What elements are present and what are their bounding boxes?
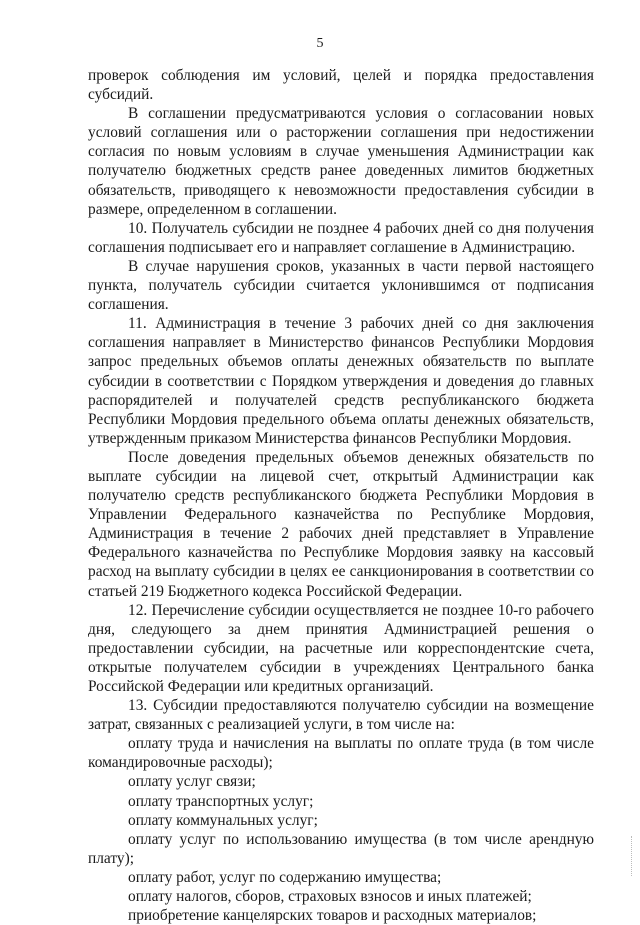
list-item-taxes: оплату налогов, сборов, страховых взносов и иных платежей;	[128, 888, 532, 906]
paragraph-continuation: проверок соблюдения им условий, целей и порядка предоставления субсидий.	[88, 67, 594, 104]
paragraph-agreement-conditions: В соглашении предусматриваются условия о согласовании новых условий соглашения или о расторжении соглашения при недостижении согласия по новым условиям в случае уменьшения Администрации как получателю бюджетных средств ранее доведенных лимитов бюджетных обязательств, приводящего к невозможности предоставления субсидии в размере, определенном в соглашении.	[88, 105, 594, 218]
list-item-labor-costs: оплату труда и начисления на выплаты по оплате труда (в том числе командировочные расходы);	[88, 735, 594, 772]
document-body	[88, 66, 594, 925]
paragraph-item-12: 12. Перечисление субсидии осуществляется не позднее 10-го рабочего дня, следующего за днем принятия Администрацией решения о предоставлении субсидии, на расчетные или корреспондентские счета, открытые получателем субсидии в учреждениях Центрального банка Российской Федерации или кредитных организаций.	[88, 601, 594, 695]
paragraph-item-11: 11. Администрация в течение 3 рабочих дней со дня заключения соглашения направляет в Министерство финансов Республики Мордовия запрос предельных объемов оплаты денежных обязательств по выплате субсидии в соответствии с Порядком утверждения и доведения до главных распорядителей и получателей средств республиканского бюджета Республики Мордовия предельного объема оплаты денежных обязательств, утвержденным приказом Министерства финансов Республики Мордовия.	[88, 315, 594, 447]
list-item-property-use: оплату услуг по использованию имущества (в том числе арендную плату);	[88, 830, 594, 867]
scan-margin-mark	[631, 836, 634, 876]
paragraph-item-13: 13. Субсидии предоставляются получателю субсидии на возмещение затрат, связанных с реализацией услуги, в том числе на:	[88, 697, 594, 734]
paragraph-item-10: 10. Получатель субсидии не позднее 4 рабочих дней со дня получения соглашения подписывает его и направляет соглашение в Администрацию.	[88, 219, 594, 256]
list-item-communication: оплату услуг связи;	[128, 773, 256, 791]
list-item-transport: оплату транспортных услуг;	[128, 792, 314, 810]
list-item-stationery: приобретение канцелярских товаров и расходных материалов;	[128, 907, 537, 925]
paragraph-deadline-violation: В случае нарушения сроков, указанных в части первой настоящего пункта, получатель субсидии считается уклонившимся от подписания соглашения.	[88, 257, 594, 314]
page-number: 5	[316, 36, 324, 51]
list-item-utilities: оплату коммунальных услуг;	[128, 811, 318, 829]
list-item-property-maintenance: оплату работ, услуг по содержанию имущества;	[128, 868, 442, 886]
paragraph-treasury-request: После доведения предельных объемов денежных обязательств по выплате субсидии на лицевой счет, открытый Администрации как получателю средств республиканского бюджета Республики Мордовия в Управлении Федерального казначейства по Республике Мордовия, Администрация в течение 2 рабочих дней представляет в Управление Федерального казначейства по Республике Мордовия заявку на кассовый расход на выплату субсидии в целях ее санкционирования в соответствии со статьей 219 Бюджетного кодекса Российской Федерации.	[88, 448, 594, 600]
